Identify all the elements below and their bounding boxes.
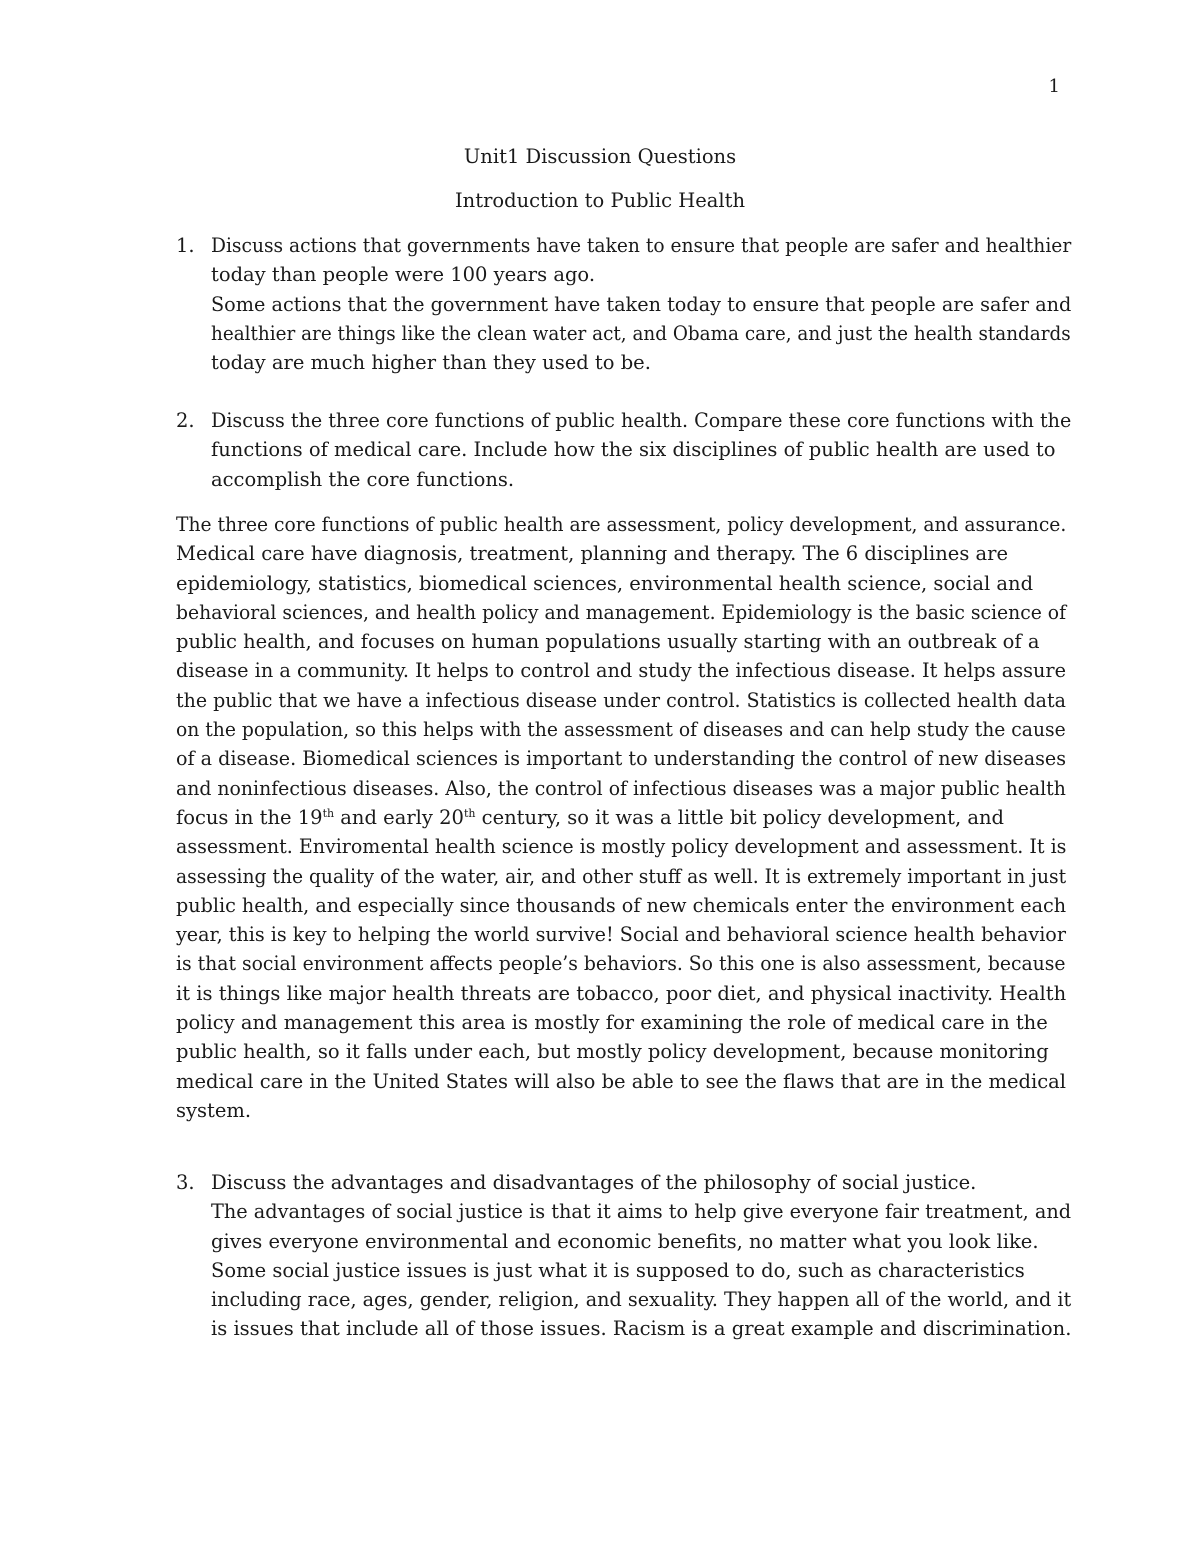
text-line: policy and management this area is mostly for examining the role of medical care in the <box>176 1011 1048 1035</box>
text-line: assessing the quality of the water, air, and other stuff as well. It is extremely important in just <box>176 864 1067 888</box>
text-run: focus in the 19 <box>176 805 323 829</box>
text-line: public health, and especially since thousands of new chemicals enter the environment each <box>176 893 1067 917</box>
text-line: of a disease. Biomedical sciences is important to understanding the control of new diseases <box>176 747 1067 771</box>
question-2-text <box>211 406 1071 494</box>
question-3-text <box>211 1168 1071 1344</box>
text-line: including race, ages, gender, religion, and sexuality. They happen all of the world, and it <box>211 1288 1072 1312</box>
text-line: gives everyone environmental and economic benefits, no matter what you look like. <box>211 1229 1039 1253</box>
question-number: 2. <box>176 409 195 432</box>
text-run: century, so it was a little bit policy development, and <box>475 805 1005 829</box>
answer-2-paragraph <box>176 510 1066 1125</box>
text-line: Discuss the three core functions of public health. Compare these core functions with the <box>211 409 1072 432</box>
text-line: public health, and focuses on human populations usually starting with an outbreak of a <box>176 630 1040 654</box>
text-line: epidemiology, statistics, biomedical sciences, environmental health science, social and <box>176 571 1034 595</box>
text-line: Some actions that the government have taken today to ensure that people are safer and <box>211 292 1072 316</box>
text-line: public health, so it falls under each, but mostly policy development, because monitoring <box>176 1040 1049 1064</box>
text-line: The three core functions of public health are assessment, policy development, and assurance. <box>176 513 1067 536</box>
text-line: year, this is key to helping the world survive! Social and behavioral science health behavior <box>176 923 1066 947</box>
text-line: is issues that include all of those issues. Racism is a great example and discrimination. <box>211 1317 1072 1341</box>
text-line: accomplish the core functions. <box>211 467 515 491</box>
text-line: Discuss actions that governments have taken to ensure that people are safer and healthier <box>211 234 1072 257</box>
text-line: today are much higher than they used to be. <box>211 351 651 375</box>
text-line: it is things like major health threats are tobacco, poor diet, and physical inactivity. Health <box>176 981 1067 1005</box>
superscript: th <box>463 806 476 820</box>
text-line: and noninfectious diseases. Also, the control of infectious diseases was a major public health <box>176 776 1066 800</box>
text-line: Some social justice issues is just what it is supposed to do, such as characteristics <box>211 1258 1025 1282</box>
page-number: 1 <box>1048 76 1060 97</box>
text-line: assessment. Enviromental health science is mostly policy development and assessment. It is <box>176 835 1067 859</box>
document-subtitle: Introduction to Public Health <box>454 189 746 212</box>
question-number: 1. <box>176 234 195 257</box>
text-line: behavioral sciences, and health policy and management. Epidemiology is the basic science of <box>176 600 1067 624</box>
superscript: th <box>322 806 335 820</box>
text-line: healthier are things like the clean water act, and Obama care, and just the health standards <box>211 321 1071 345</box>
question-number: 3. <box>176 1171 195 1194</box>
text-line-superscript <box>176 803 1066 832</box>
text-line: Discuss the advantages and disadvantages of the philosophy of social justice. <box>211 1171 977 1194</box>
text-run: and early 20 <box>334 805 464 829</box>
text-line: the public that we have a infectious disease under control. Statistics is collected health data <box>176 688 1066 712</box>
text-line: on the population, so this helps with the assessment of diseases and can help study the cause <box>176 718 1066 742</box>
question-1-text <box>211 231 1071 377</box>
text-line: functions of medical care. Include how the six disciplines of public health are used to <box>211 438 1056 462</box>
text-line: medical care in the United States will also be able to see the flaws that are in the medical <box>176 1069 1066 1093</box>
text-line: Medical care have diagnosis, treatment, planning and therapy. The 6 disciplines are <box>176 542 1009 566</box>
text-line: system. <box>176 1098 252 1122</box>
text-line: today than people were 100 years ago. <box>211 263 596 287</box>
text-line: The advantages of social justice is that it aims to help give everyone fair treatment, and <box>211 1200 1072 1224</box>
text-line: disease in a community. It helps to control and study the infectious disease. It helps assure <box>176 659 1067 683</box>
text-line: is that social environment affects people’s behaviors. So this one is also assessment, because <box>176 952 1066 976</box>
document-title: Unit1 Discussion Questions <box>463 145 737 168</box>
